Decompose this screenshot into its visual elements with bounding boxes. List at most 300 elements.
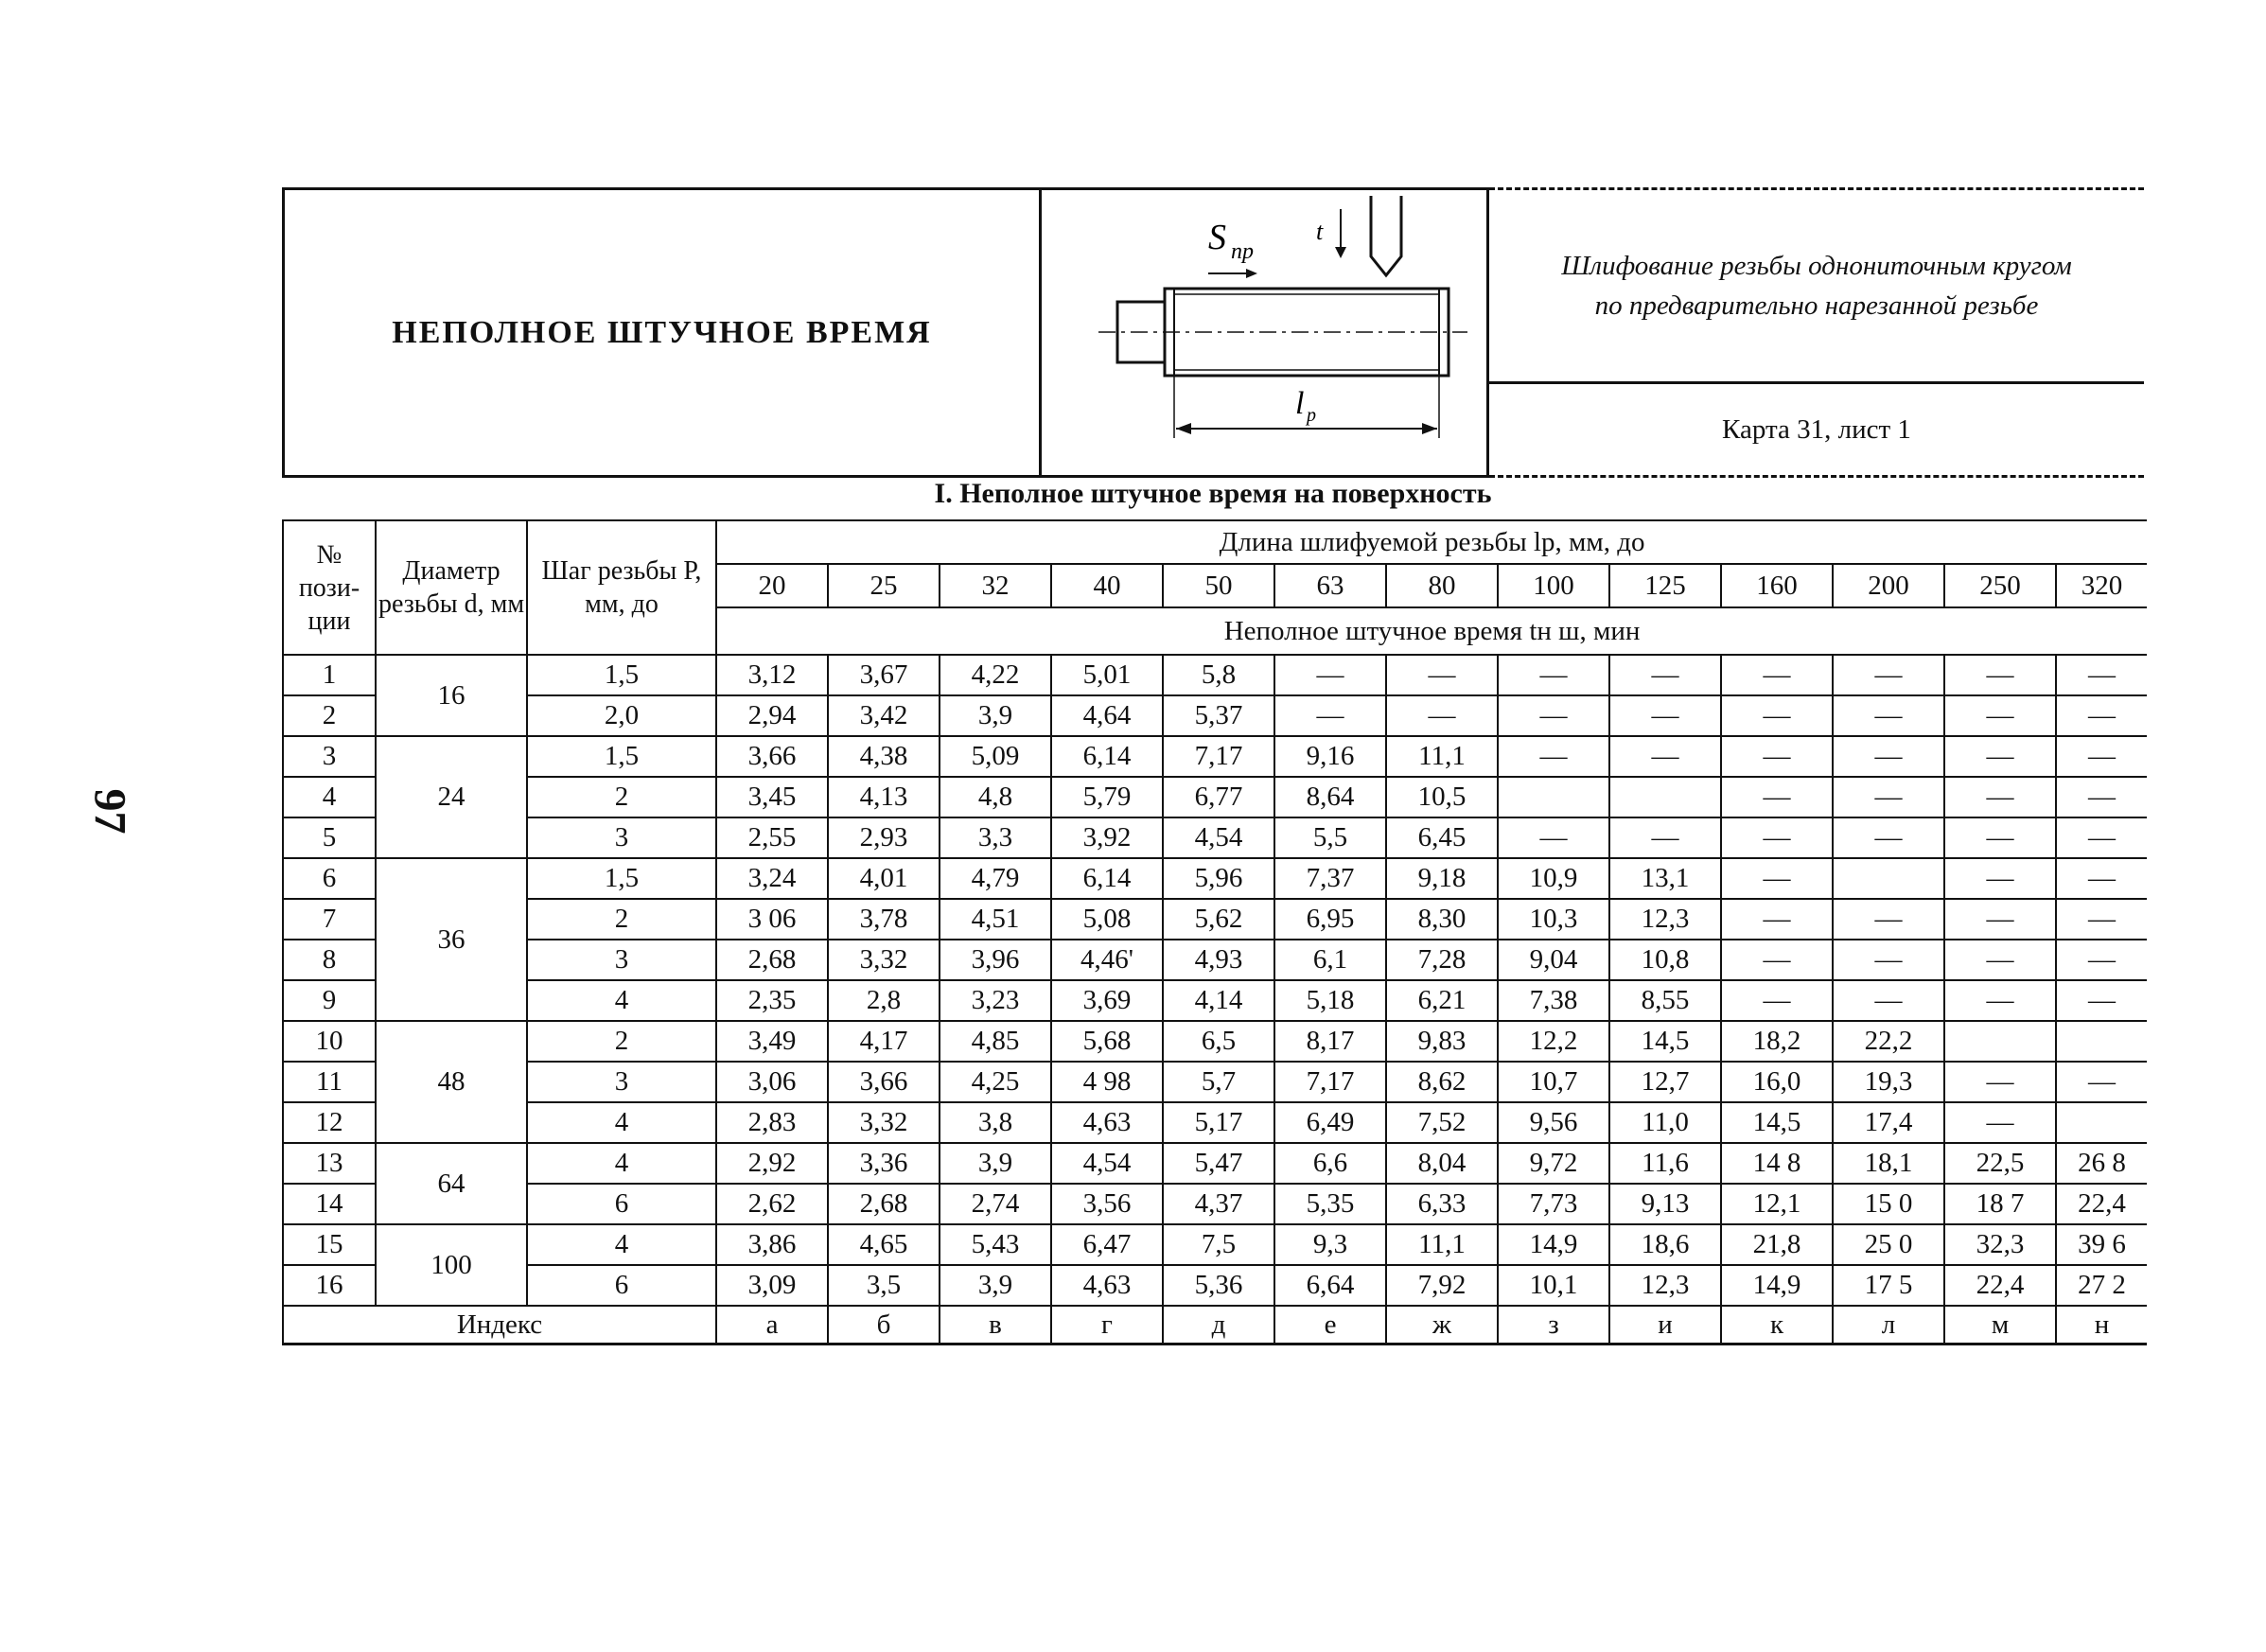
col-diameter-header: Диаметр резьбы d, мм	[376, 520, 527, 655]
index-cell: ж	[1386, 1306, 1498, 1344]
time-value-cell: 14,9	[1498, 1224, 1609, 1265]
length-column-header: 100	[1498, 564, 1609, 607]
depth-label: t	[1316, 218, 1324, 245]
time-value-cell: 5,43	[940, 1224, 1051, 1265]
time-value-cell: 11,1	[1386, 736, 1498, 777]
table-row	[283, 777, 2147, 817]
table-row	[283, 1143, 2147, 1184]
time-value-cell: 3,66	[828, 1062, 940, 1102]
time-value-cell: 5,96	[1163, 858, 1274, 899]
length-column-header: 80	[1386, 564, 1498, 607]
pitch-cell: 3	[527, 1062, 716, 1102]
table-row	[283, 655, 2147, 695]
time-value-cell: 3,24	[716, 858, 828, 899]
pitch-cell: 6	[527, 1265, 716, 1306]
time-value-cell: —	[2056, 1062, 2147, 1102]
position-cell: 6	[283, 858, 376, 899]
page-number: 97	[84, 788, 135, 835]
time-value-cell: 8,04	[1386, 1143, 1498, 1184]
time-value-cell: 5,17	[1163, 1102, 1274, 1143]
pitch-cell: 3	[527, 817, 716, 858]
card-number: Карта 31, лист 1	[1488, 383, 2145, 477]
col-pitch-header: Шаг резьбы Р, мм, до	[527, 520, 716, 655]
time-value-cell: 10,5	[1386, 777, 1498, 817]
time-value-cell: 11,1	[1386, 1224, 1498, 1265]
time-value-cell: 4,85	[940, 1021, 1051, 1062]
index-cell: м	[1944, 1306, 2056, 1344]
time-value-cell: —	[1833, 980, 1944, 1021]
time-value-cell: —	[1721, 858, 1833, 899]
time-value-cell: 4,37	[1163, 1184, 1274, 1224]
index-cell: а	[716, 1306, 828, 1344]
time-value-cell: 6,6	[1274, 1143, 1386, 1184]
time-value-cell: 2,62	[716, 1184, 828, 1224]
time-value-cell: 5,7	[1163, 1062, 1274, 1102]
time-value-cell: 22,4	[2056, 1184, 2147, 1224]
time-value-cell: 21,8	[1721, 1224, 1833, 1265]
pitch-cell: 4	[527, 1102, 716, 1143]
length-column-header: 320	[2056, 564, 2147, 607]
time-value-cell: —	[1833, 736, 1944, 777]
time-value-cell: —	[1721, 817, 1833, 858]
time-value-cell: 3,9	[940, 695, 1051, 736]
time-value-cell: 4,46'	[1051, 940, 1163, 980]
time-value-cell: 12,7	[1609, 1062, 1721, 1102]
time-value-cell: —	[1721, 899, 1833, 940]
time-value-cell: 3,9	[940, 1265, 1051, 1306]
time-value-cell: 2,94	[716, 695, 828, 736]
time-value-cell: 6,14	[1051, 858, 1163, 899]
pitch-cell: 1,5	[527, 655, 716, 695]
time-value-cell: 3,45	[716, 777, 828, 817]
time-value-cell: 25 0	[1833, 1224, 1944, 1265]
index-cell: в	[940, 1306, 1051, 1344]
position-cell: 11	[283, 1062, 376, 1102]
time-value-cell: 3,09	[716, 1265, 828, 1306]
time-value-cell: 7,5	[1163, 1224, 1274, 1265]
time-value-cell: 6,5	[1163, 1021, 1274, 1062]
time-value-cell: 3,69	[1051, 980, 1163, 1021]
time-value-cell: 9,72	[1498, 1143, 1609, 1184]
time-value-cell: 4 98	[1051, 1062, 1163, 1102]
time-value-cell: 2,68	[828, 1184, 940, 1224]
time-value-cell: —	[1944, 777, 2056, 817]
time-value-cell: 3,96	[940, 940, 1051, 980]
length-column-header: 160	[1721, 564, 1833, 607]
thread-sketch	[1041, 189, 1488, 477]
time-value-cell: 2,74	[940, 1184, 1051, 1224]
time-value-cell: 8,30	[1386, 899, 1498, 940]
time-value-cell: 4,51	[940, 899, 1051, 940]
time-value-cell: —	[1833, 899, 1944, 940]
table-row	[283, 1021, 2147, 1062]
length-subscript: р	[1307, 405, 1316, 426]
time-value-cell: 4,13	[828, 777, 940, 817]
time-value-cell: 8,55	[1609, 980, 1721, 1021]
time-value-cell	[2056, 1021, 2147, 1062]
grinding-wheel-icon	[1371, 196, 1401, 275]
time-value-cell: 10,1	[1498, 1265, 1609, 1306]
time-value-cell: 14,9	[1721, 1265, 1833, 1306]
time-value-cell	[1833, 858, 1944, 899]
time-value-cell	[1498, 777, 1609, 817]
time-value-cell: 3,8	[940, 1102, 1051, 1143]
position-cell: 7	[283, 899, 376, 940]
index-cell: н	[2056, 1306, 2147, 1344]
time-value-cell: 7,73	[1498, 1184, 1609, 1224]
length-column-header: 32	[940, 564, 1051, 607]
time-value-cell: 18 7	[1944, 1184, 2056, 1224]
pitch-cell: 3	[527, 940, 716, 980]
time-value-cell: 11,6	[1609, 1143, 1721, 1184]
position-cell: 15	[283, 1224, 376, 1265]
time-value-cell: —	[1833, 777, 1944, 817]
time-value-cell: 9,3	[1274, 1224, 1386, 1265]
time-value-cell: 2,68	[716, 940, 828, 980]
time-value-cell: 3,56	[1051, 1184, 1163, 1224]
section-title: I. Неполное штучное время на поверхность	[934, 478, 1492, 509]
time-value-cell: 17 5	[1833, 1265, 1944, 1306]
time-value-cell: 11,0	[1609, 1102, 1721, 1143]
time-value-cell: 3,49	[716, 1021, 828, 1062]
time-value-cell: 5,5	[1274, 817, 1386, 858]
time-value-cell: 3,32	[828, 1102, 940, 1143]
length-column-header: 63	[1274, 564, 1386, 607]
time-value-cell: 5,36	[1163, 1265, 1274, 1306]
time-value-cell: —	[1721, 777, 1833, 817]
time-value-cell: 4,63	[1051, 1265, 1163, 1306]
position-cell: 9	[283, 980, 376, 1021]
time-value-cell: 4,25	[940, 1062, 1051, 1102]
time-value-cell: 6,64	[1274, 1265, 1386, 1306]
table-row	[283, 695, 2147, 736]
length-label: l	[1295, 386, 1305, 421]
time-value-cell: —	[1833, 695, 1944, 736]
time-value-cell: —	[1944, 1102, 2056, 1143]
time-value-cell: 8,64	[1274, 777, 1386, 817]
pitch-cell: 4	[527, 980, 716, 1021]
index-cell: д	[1163, 1306, 1274, 1344]
time-value-cell: —	[1498, 655, 1609, 695]
table-row	[283, 1224, 2147, 1265]
pitch-cell: 1,5	[527, 736, 716, 777]
table-row	[283, 980, 2147, 1021]
time-value-cell: 8,62	[1386, 1062, 1498, 1102]
position-cell: 2	[283, 695, 376, 736]
time-value-cell: —	[2056, 695, 2147, 736]
time-value-cell: 6,45	[1386, 817, 1498, 858]
time-value-cell: —	[2056, 940, 2147, 980]
time-value-cell: —	[1721, 695, 1833, 736]
time-value-cell: —	[1944, 858, 2056, 899]
time-value-cell: 3,06	[716, 1062, 828, 1102]
time-value-cell: 4,63	[1051, 1102, 1163, 1143]
time-value-cell: 2,55	[716, 817, 828, 858]
time-value-cell: 14,5	[1609, 1021, 1721, 1062]
position-cell: 1	[283, 655, 376, 695]
position-cell: 10	[283, 1021, 376, 1062]
operation-description	[1488, 189, 2145, 383]
position-cell: 12	[283, 1102, 376, 1143]
time-value-cell: 9,83	[1386, 1021, 1498, 1062]
time-value-cell: —	[2056, 655, 2147, 695]
time-value-cell: 3,5	[828, 1265, 940, 1306]
time-value-cell: 2,92	[716, 1143, 828, 1184]
position-cell: 16	[283, 1265, 376, 1306]
table-row	[283, 736, 2147, 777]
feed-label: S	[1208, 218, 1226, 257]
time-value-cell: —	[2056, 736, 2147, 777]
time-value-cell: 18,2	[1721, 1021, 1833, 1062]
time-value-cell: 39 6	[2056, 1224, 2147, 1265]
length-header: Длина шлифуемой резьбы lр, мм, до	[716, 520, 2147, 564]
time-value-cell: 7,17	[1163, 736, 1274, 777]
time-value-cell: 13,1	[1609, 858, 1721, 899]
diameter-cell: 24	[376, 736, 527, 858]
time-value-cell: 6,77	[1163, 777, 1274, 817]
time-value-cell: 5,79	[1051, 777, 1163, 817]
index-cell: е	[1274, 1306, 1386, 1344]
time-value-cell: 3,92	[1051, 817, 1163, 858]
time-value-cell: 2,8	[828, 980, 940, 1021]
length-column-header: 125	[1609, 564, 1721, 607]
time-value-cell: 6,33	[1386, 1184, 1498, 1224]
time-value-cell: 32,3	[1944, 1224, 2056, 1265]
time-value-cell: —	[1274, 655, 1386, 695]
index-cell: к	[1721, 1306, 1833, 1344]
operation-line-1: Шлифование резьбы однониточным кругом	[1561, 250, 2072, 281]
time-value-cell: 2,35	[716, 980, 828, 1021]
time-value-cell: —	[1498, 736, 1609, 777]
time-value-cell: 5,18	[1274, 980, 1386, 1021]
time-value-cell: 4,38	[828, 736, 940, 777]
time-value-cell: —	[2056, 980, 2147, 1021]
time-value-cell: —	[1721, 736, 1833, 777]
time-value-cell: 9,56	[1498, 1102, 1609, 1143]
time-value-cell: 7,92	[1386, 1265, 1498, 1306]
time-value-cell: 3,36	[828, 1143, 940, 1184]
time-value-cell: —	[2056, 817, 2147, 858]
index-cell: г	[1051, 1306, 1163, 1344]
time-value-cell: 5,68	[1051, 1021, 1163, 1062]
position-cell: 3	[283, 736, 376, 777]
time-value-cell: 4,54	[1051, 1143, 1163, 1184]
time-value-cell: 7,38	[1498, 980, 1609, 1021]
time-value-cell: —	[1944, 940, 2056, 980]
pitch-cell: 2,0	[527, 695, 716, 736]
time-value-cell: 3,86	[716, 1224, 828, 1265]
time-value-cell: 2,93	[828, 817, 940, 858]
time-value-cell: 22,5	[1944, 1143, 2056, 1184]
diameter-cell: 16	[376, 655, 527, 736]
time-value-cell: 3,23	[940, 980, 1051, 1021]
table-row	[283, 940, 2147, 980]
time-value-cell: 9,16	[1274, 736, 1386, 777]
length-column-header: 40	[1051, 564, 1163, 607]
time-value-cell: 3,66	[716, 736, 828, 777]
index-cell: з	[1498, 1306, 1609, 1344]
length-column-header: 250	[1944, 564, 2056, 607]
time-value-cell: 3,78	[828, 899, 940, 940]
time-value-cell: 10,7	[1498, 1062, 1609, 1102]
pitch-cell: 6	[527, 1184, 716, 1224]
pitch-cell: 2	[527, 1021, 716, 1062]
page-title: НЕПОЛНОЕ ШТУЧНОЕ ВРЕМЯ	[284, 189, 1041, 477]
position-cell: 14	[283, 1184, 376, 1224]
time-value-cell: 3,12	[716, 655, 828, 695]
pitch-cell: 1,5	[527, 858, 716, 899]
time-value-cell: 14 8	[1721, 1143, 1833, 1184]
time-value-cell: 5,35	[1274, 1184, 1386, 1224]
time-value-cell: 12,3	[1609, 1265, 1721, 1306]
time-value-cell: 22,2	[1833, 1021, 1944, 1062]
operation-line-2: по предварительно нарезанной резьбе	[1594, 290, 2039, 321]
time-value-cell: —	[1944, 695, 2056, 736]
time-value-cell: 26 8	[2056, 1143, 2147, 1184]
col-position-header: № пози- ции	[283, 520, 376, 655]
time-value-cell: 4,64	[1051, 695, 1163, 736]
table-row	[283, 858, 2147, 899]
time-value-cell: 18,1	[1833, 1143, 1944, 1184]
time-value-cell: 10,3	[1498, 899, 1609, 940]
time-value-cell: 9,13	[1609, 1184, 1721, 1224]
diameter-cell: 100	[376, 1224, 527, 1306]
time-value-cell: 7,17	[1274, 1062, 1386, 1102]
time-value-cell: 3 06	[716, 899, 828, 940]
position-cell: 8	[283, 940, 376, 980]
time-value-cell: —	[1609, 695, 1721, 736]
time-value-cell: 6,47	[1051, 1224, 1163, 1265]
length-column-header: 20	[716, 564, 828, 607]
time-value-cell: 4,14	[1163, 980, 1274, 1021]
time-value-cell: 5,08	[1051, 899, 1163, 940]
pitch-cell: 2	[527, 777, 716, 817]
feed-subscript: пр	[1231, 239, 1254, 264]
length-column-header: 25	[828, 564, 940, 607]
time-value-cell: —	[1386, 655, 1498, 695]
length-column-header: 200	[1833, 564, 1944, 607]
thread-grinding-diagram	[1042, 190, 1486, 470]
table-row	[283, 1102, 2147, 1143]
time-value-cell: —	[2056, 858, 2147, 899]
time-value-cell: 19,3	[1833, 1062, 1944, 1102]
table-row	[283, 817, 2147, 858]
index-cell: б	[828, 1306, 940, 1344]
time-value-cell: —	[1833, 655, 1944, 695]
time-value-cell: —	[1609, 655, 1721, 695]
time-value-cell: 5,37	[1163, 695, 1274, 736]
time-header: Неполное штучное время tн ш, мин	[716, 607, 2147, 655]
time-value-cell: 4,22	[940, 655, 1051, 695]
time-value-cell: 27 2	[2056, 1265, 2147, 1306]
time-value-cell: 10,8	[1609, 940, 1721, 980]
time-value-cell: 10,9	[1498, 858, 1609, 899]
time-value-cell: 4,17	[828, 1021, 940, 1062]
header-block	[282, 187, 2144, 478]
time-value-cell: —	[1944, 899, 2056, 940]
position-cell: 4	[283, 777, 376, 817]
diameter-cell: 36	[376, 858, 527, 1021]
length-column-header: 50	[1163, 564, 1274, 607]
time-value-cell: —	[1386, 695, 1498, 736]
time-value-cell: 18,6	[1609, 1224, 1721, 1265]
time-value-cell: 5,47	[1163, 1143, 1274, 1184]
time-value-cell: 4,54	[1163, 817, 1274, 858]
time-value-cell: 6,1	[1274, 940, 1386, 980]
time-value-cell: —	[2056, 899, 2147, 940]
time-value-cell: 12,1	[1721, 1184, 1833, 1224]
time-value-cell: —	[2056, 777, 2147, 817]
table-row	[283, 1184, 2147, 1224]
table-row	[283, 899, 2147, 940]
time-value-cell: 12,3	[1609, 899, 1721, 940]
time-value-cell: 22,4	[1944, 1265, 2056, 1306]
time-value-cell: —	[1944, 980, 2056, 1021]
index-cell: и	[1609, 1306, 1721, 1344]
time-value-cell: —	[1944, 1062, 2056, 1102]
time-value-cell: 5,09	[940, 736, 1051, 777]
pitch-cell: 4	[527, 1143, 716, 1184]
time-value-cell: 9,04	[1498, 940, 1609, 980]
time-value-cell: 6,21	[1386, 980, 1498, 1021]
time-value-cell: 15 0	[1833, 1184, 1944, 1224]
diameter-cell: 48	[376, 1021, 527, 1143]
time-value-cell: 2,83	[716, 1102, 828, 1143]
position-cell: 5	[283, 817, 376, 858]
table-row	[283, 1062, 2147, 1102]
time-value-cell: —	[1944, 655, 2056, 695]
time-value-cell: 4,8	[940, 777, 1051, 817]
time-value-cell: 5,8	[1163, 655, 1274, 695]
time-value-cell: 3,67	[828, 655, 940, 695]
time-value-cell: 4,01	[828, 858, 940, 899]
time-value-cell: —	[1609, 817, 1721, 858]
time-value-cell: 7,37	[1274, 858, 1386, 899]
time-value-cell: 12,2	[1498, 1021, 1609, 1062]
time-value-cell: —	[1944, 817, 2056, 858]
position-cell: 13	[283, 1143, 376, 1184]
time-value-cell: 4,79	[940, 858, 1051, 899]
pitch-cell: 4	[527, 1224, 716, 1265]
index-label: Индекс	[283, 1306, 716, 1344]
time-value-cell: —	[1721, 980, 1833, 1021]
time-value-cell: —	[1498, 817, 1609, 858]
time-value-cell: 3,3	[940, 817, 1051, 858]
time-value-cell: 3,42	[828, 695, 940, 736]
time-value-cell	[2056, 1102, 2147, 1143]
time-value-cell: 6,95	[1274, 899, 1386, 940]
time-value-cell: 7,28	[1386, 940, 1498, 980]
time-value-cell: —	[1833, 817, 1944, 858]
time-value-cell: —	[1721, 940, 1833, 980]
time-value-cell: 14,5	[1721, 1102, 1833, 1143]
time-value-cell: 9,18	[1386, 858, 1498, 899]
time-value-cell: 5,62	[1163, 899, 1274, 940]
table-row	[283, 1265, 2147, 1306]
index-cell: л	[1833, 1306, 1944, 1344]
time-value-cell: 16,0	[1721, 1062, 1833, 1102]
time-value-cell: —	[1274, 695, 1386, 736]
time-value-cell: 6,14	[1051, 736, 1163, 777]
time-value-cell: 17,4	[1833, 1102, 1944, 1143]
pitch-cell: 2	[527, 899, 716, 940]
time-value-cell: 6,49	[1274, 1102, 1386, 1143]
time-value-cell: 5,01	[1051, 655, 1163, 695]
diameter-cell: 64	[376, 1143, 527, 1224]
time-value-cell: 4,65	[828, 1224, 940, 1265]
time-value-cell: 7,52	[1386, 1102, 1498, 1143]
time-value-cell: 8,17	[1274, 1021, 1386, 1062]
